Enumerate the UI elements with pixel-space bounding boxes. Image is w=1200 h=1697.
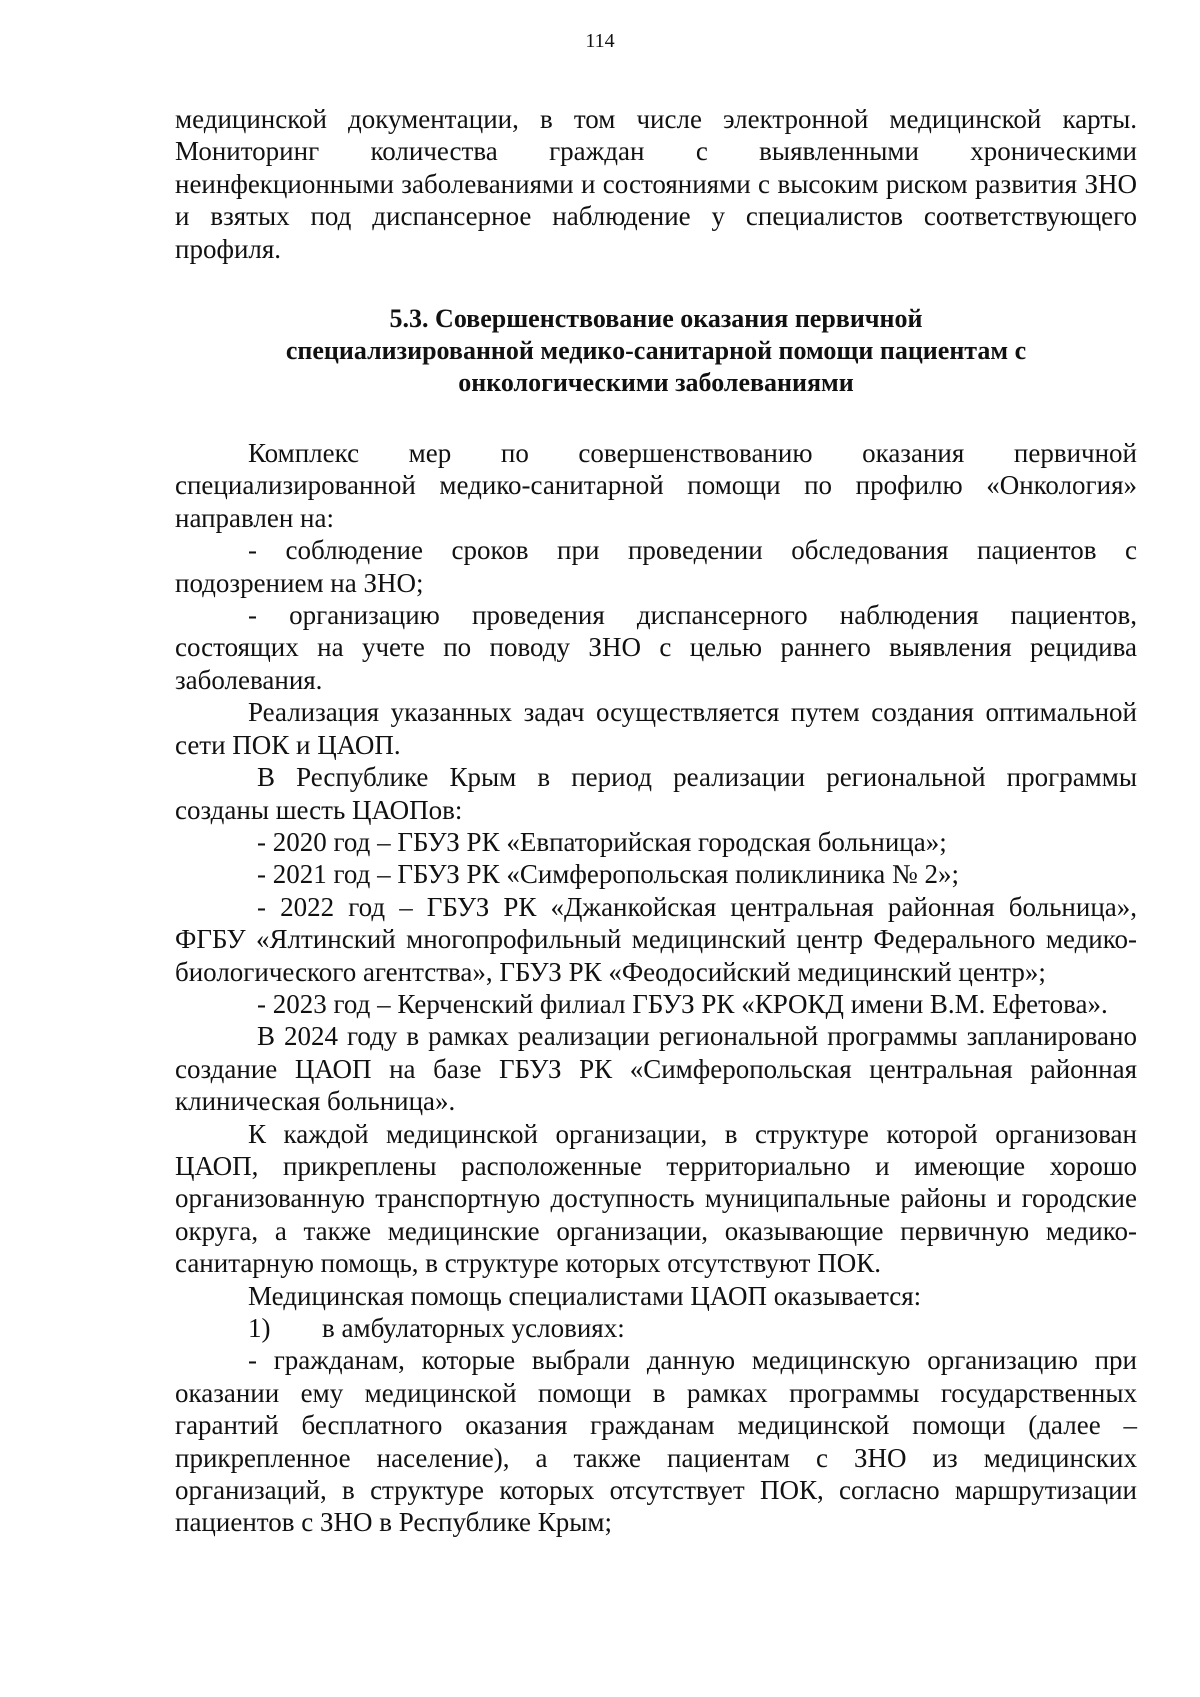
paragraph: Реализация указанных задач осуществляется путем создания оптимальной сети ПОК и ЦАОП. — [175, 697, 1137, 760]
document-body — [175, 103, 1137, 1539]
paragraph: Комплекс мер по совершенствованию оказания первичной специализированной медико-санитарной помощи по профилю «Онкология» направлен на: — [175, 438, 1137, 533]
enumerated-item-number: 1) — [248, 1313, 271, 1343]
list-item: - 2020 год – ГБУЗ РК «Евпаторийская городская больница»; — [257, 826, 947, 857]
section-heading — [175, 303, 1137, 399]
section-heading-line-3: онкологическими заболеваниями — [458, 368, 854, 398]
list-item: - соблюдение сроков при проведении обследования пациентов с подозрением на ЗНО; — [175, 535, 1137, 598]
list-item: - гражданам, которые выбрали данную медицинскую организацию при оказании ему медицинской помощи в рамках программы государственных гарантий бесплатного оказания гражданам медицинской помощи (далее – прикрепленное население), а также пациентам с ЗНО из медицинских организаций, в структуре которых отсутствует ПОК, согласно маршрутизации пациентов с ЗНО в Республике Крым; — [175, 1345, 1137, 1538]
paragraph: В 2024 году в рамках реализации региональной программы запланировано создание ЦАОП на базе ГБУЗ РК «Симферопольская центральная районная клиническая больница». — [175, 1021, 1137, 1117]
list-item: - организацию проведения диспансерного наблюдения пациентов, состоящих на учете по поводу ЗНО с целью раннего выявления рецидива заболевания. — [175, 600, 1137, 695]
enumerated-item — [175, 1312, 1137, 1344]
paragraph: К каждой медицинской организации, в структуре которой организован ЦАОП, прикреплены расположенные территориально и имеющие хорошо организованную транспортную доступность муниципальные районы и городские округа, а также медицинские организации, оказывающие первичную медико-санитарную помощь, в структуре которых отсутствуют ПОК. — [175, 1118, 1137, 1279]
paragraph-continuation: медицинской документации, в том числе электронной медицинской карты. Мониторинг количества граждан с выявленными хроническими неинфекционными заболеваниями и состояниями с высоким риском развития ЗНО и взятых под диспансерное наблюдение у специалистов соответствующего профиля. — [175, 104, 1137, 264]
paragraph: Медицинская помощь специалистами ЦАОП оказывается: — [248, 1280, 922, 1311]
section-heading-line-2: специализированной медико-санитарной помощи пациентам с — [285, 336, 1027, 366]
list-item: - 2021 год – ГБУЗ РК «Симферопольская поликлиника № 2»; — [257, 859, 959, 890]
list-item: - 2022 год – ГБУЗ РК «Джанкойская центральная районная больница», ФГБУ «Ялтинский многопрофильный медицинский центр Федерального медико-биологического агентства», ГБУЗ РК «Феодосийский медицинский центр»; — [175, 891, 1137, 987]
page-number: 114 — [585, 30, 615, 52]
list-item: - 2023 год – Керченский филиал ГБУЗ РК «КРОКД имени В.М. Ефетова». — [257, 988, 1108, 1019]
enumerated-item-text: в амбулаторных условиях: — [322, 1313, 625, 1343]
paragraph: В Республике Крым в период реализации региональной программы созданы шесть ЦАОПов: — [175, 762, 1137, 825]
section-heading-line-1: 5.3. Совершенствование оказания первичной — [389, 304, 923, 334]
